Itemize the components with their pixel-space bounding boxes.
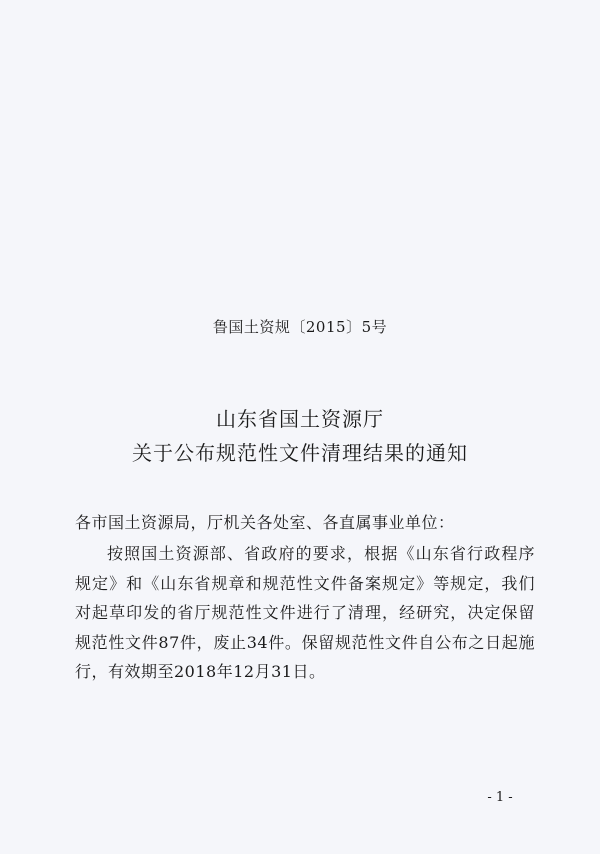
- document-title-issuer: 山东省国土资源厅: [216, 407, 384, 431]
- addressee-line: 各市国土资源局，厅机关各处室、各直属事业单位：: [75, 513, 455, 532]
- page-number: - 1 -: [487, 790, 513, 805]
- document-title-subject: 关于公布规范性文件清理结果的通知: [132, 441, 468, 465]
- page-number-wrapper: [0, 790, 600, 805]
- document-number: 鲁国土资规〔2015〕5号: [212, 318, 388, 336]
- body-paragraph: 按照国土资源部、省政府的要求，根据《山东省行政程序规定》和《山东省规章和规范性文件备案规定》等规定，我们对起草印发的省厅规范性文件进行了清理，经研究，决定保留规范性文件87件，废止34件。保留规范性文件自公布之日起施行，有效期至2018年12月31日。: [75, 544, 535, 681]
